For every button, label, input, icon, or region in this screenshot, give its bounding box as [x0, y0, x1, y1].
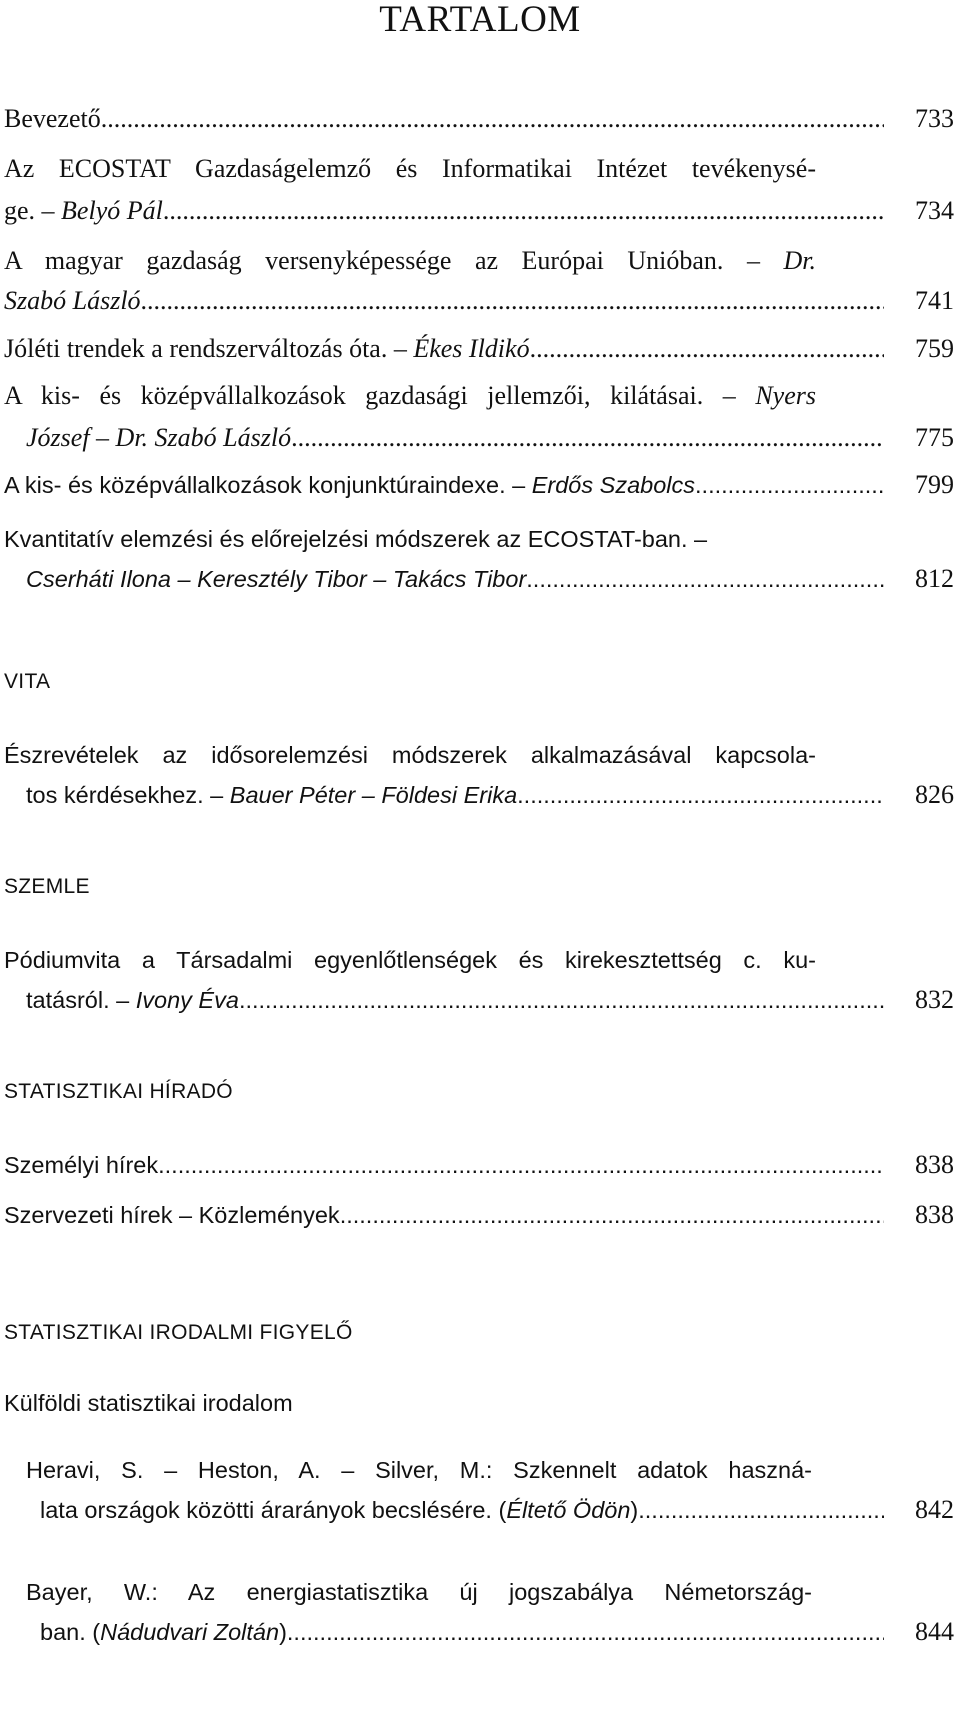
page-number: 734: [915, 196, 954, 225]
page-number: 826: [915, 780, 954, 809]
page-number: 733: [915, 104, 954, 133]
entry-title: Jóléti trendek a rendszerváltozás óta. –: [4, 334, 414, 363]
entry-title-line2: lata országok közötti árarányok becslésére. (: [40, 1497, 507, 1523]
dot-leader: [638, 1495, 884, 1525]
dot-leader: [530, 334, 884, 364]
entry-title-line2: ge. –: [4, 196, 62, 225]
page-number: 759: [915, 334, 954, 363]
page-number: 799: [915, 470, 954, 499]
entry-title-line2: tos kérdésekhez. –: [26, 782, 230, 808]
toc-entry-kvantitativ[interactable]: [4, 524, 954, 593]
entry-author: Ékes Ildikó: [413, 334, 530, 363]
page-number: 775: [915, 423, 954, 452]
dot-leader: [517, 780, 884, 810]
dot-leader: [141, 286, 884, 316]
subsection-heading: Külföldi statisztikai irodalom: [4, 1390, 293, 1416]
toc-entry-heravi[interactable]: [26, 1455, 954, 1524]
dot-leader: [695, 470, 884, 500]
section-heading-vita: VITA: [4, 670, 51, 693]
dot-leader: [287, 1617, 884, 1647]
entry-author-line2: Szabó László: [4, 286, 141, 315]
section-heading-figyelo: STATISZTIKAI IRODALMI FIGYELŐ: [4, 1321, 353, 1344]
entry-title-line1: Pódiumvita a Társadalmi egyenlőtlenségek és kirekesztettség c. ku-: [4, 947, 816, 973]
dot-leader: [158, 1150, 884, 1180]
entry-title-line2: ban. (: [40, 1619, 101, 1645]
entry-title: Szervezeti hírek – Közlemények: [4, 1202, 340, 1228]
entry-title: Személyi hírek: [4, 1152, 159, 1178]
entry-title-line1: Kvantitatív elemzési és előrejelzési módszerek az ECOSTAT-ban. –: [4, 526, 708, 552]
entry-title-line1: Bayer, W.: Az energiastatisztika új jogszabálya Németország-: [26, 1579, 812, 1605]
entry-title-line2-end: ): [630, 1497, 639, 1523]
entry-author: Bauer Péter – Földesi Erika: [229, 782, 518, 808]
page-number: 812: [915, 564, 954, 593]
entry-title-line1: Heravi, S. – Heston, A. – Silver, M.: Szkennelt adatok haszná-: [26, 1457, 812, 1483]
toc-entry-bayer[interactable]: [26, 1577, 954, 1646]
toc-entry-szemle[interactable]: [4, 945, 954, 1014]
toc-entry-ecostat[interactable]: [4, 154, 954, 225]
entry-author: Nádudvari Zoltán: [100, 1619, 280, 1645]
page-number: 842: [915, 1495, 954, 1524]
dot-leader: [340, 1200, 884, 1230]
entry-author-line2: József – Dr. Szabó László: [26, 423, 292, 452]
entry-author: Nyers: [755, 381, 817, 410]
entry-author: Ivony Éva: [135, 987, 239, 1013]
entry-title-line1: A kis- és középvállalkozások gazdasági jellemzői, kilátásai. –: [4, 381, 736, 410]
page-number: 838: [915, 1150, 954, 1179]
entry-title: Bevezető: [4, 104, 101, 133]
entry-title-line1: Az ECOSTAT Gazdaságelemző és Informatikai Intézet tevékenysé-: [4, 154, 816, 183]
entry-title-line1: A magyar gazdaság versenyképessége az Európai Unióban. –: [4, 246, 760, 275]
toc-entry-vita[interactable]: [4, 740, 954, 809]
page-number: 741: [915, 286, 954, 315]
toc-entry-versenykepesseg[interactable]: [4, 246, 954, 315]
entry-author: Belyó Pál: [61, 196, 163, 225]
toc-entry-konjunktura[interactable]: [4, 470, 954, 530]
entry-title-line1: Észrevételek az idősorelemzési módszerek alkalmazásával kapcsola-: [4, 742, 816, 768]
dot-leader: [239, 985, 884, 1015]
page-number: 844: [915, 1617, 954, 1646]
toc-entry-kkv-jellemzoi[interactable]: [4, 381, 954, 452]
section-heading-szemle: SZEMLE: [4, 875, 90, 898]
section-heading-hirado: STATISZTIKAI HÍRADÓ: [4, 1080, 233, 1103]
entry-title: A kis- és középvállalkozások konjunktúraindexe. –: [4, 472, 532, 498]
page-number: 832: [915, 985, 954, 1014]
dot-leader: [101, 104, 884, 134]
entry-author: Dr.: [783, 246, 816, 275]
entry-author: Éltető Ödön: [506, 1497, 631, 1523]
entry-title-line2-end: ): [279, 1619, 287, 1645]
entry-author-line2: Cserháti Ilona – Keresztély Tibor – Takács Tibor: [26, 566, 527, 592]
dot-leader: [526, 564, 884, 594]
dot-leader: [291, 423, 884, 453]
toc-entry-szervezeti-hirek[interactable]: [4, 1200, 954, 1260]
entry-title-line2: tatásról. –: [26, 987, 136, 1013]
page-number: 838: [915, 1200, 954, 1229]
dot-leader: [163, 196, 884, 226]
page-title: TARTALOM: [379, 0, 581, 40]
entry-author: Erdős Szabolcs: [531, 472, 696, 498]
